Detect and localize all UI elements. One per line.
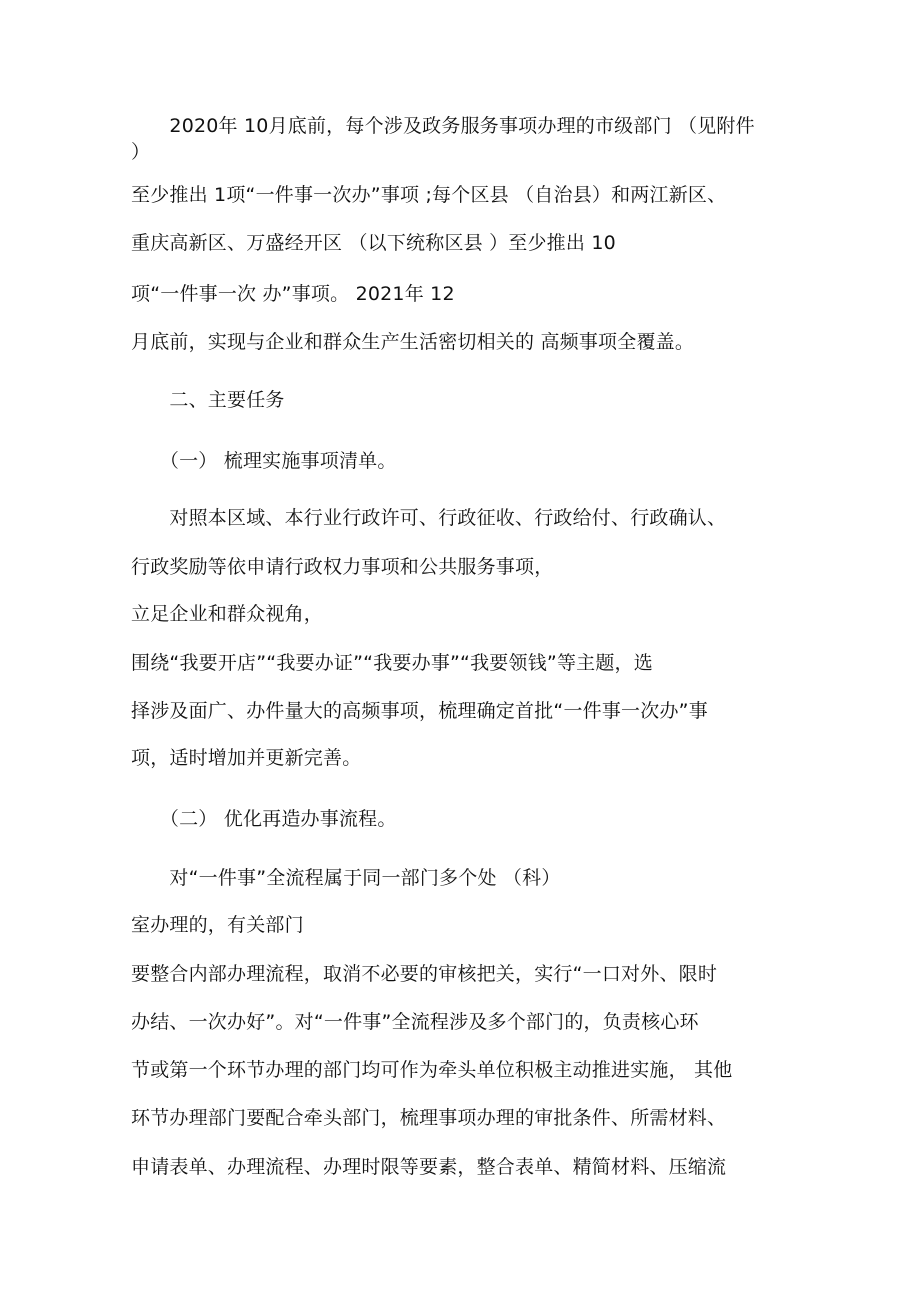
paragraph-line: ） [131,141,151,163]
paragraph-line: 围绕“我要开店”“我要办证”“我要办事”“我要领钱”等主题，选 [131,652,653,674]
subsection-heading: （一） 梳理实施事项清单。 [131,450,397,472]
paragraph-line: 环节办理部门要配合牵头部门，梳理事项办理的审批条件、所需材料、 [131,1107,727,1129]
paragraph-line: 2020年 10月底前，每个涉及政务服务事项办理的市级部门 （见附件 [131,115,755,137]
paragraph-line: 行政奖励等依申请行政权力事项和公共服务事项， [131,556,554,578]
subsection-heading: （二） 优化再造办事流程。 [131,808,397,830]
paragraph-line: 至少推出 1项“一件事一次办”事项 ;每个区县 （自治县）和两江新区、 [131,184,727,206]
paragraph-line: 择涉及面广、办件量大的高频事项，梳理确定首批“一件事一次办”事 [131,700,708,722]
paragraph-line: 立足企业和群众视角， [131,603,324,625]
paragraph-line: 室办理的，有关部门 [131,914,304,936]
paragraph-line: 月底前，实现与企业和群众生产生活密切相关的 高频事项全覆盖。 [131,331,695,353]
paragraph-line: 对“一件事”全流程属于同一部门多个处 （科） [131,867,561,889]
paragraph-line: 节或第一个环节办理的部门均可作为牵头单位积极主动推进实施， 其他 [131,1059,733,1081]
paragraph-line: 申请表单、办理流程、办理时限等要素，整合表单、精简材料、压缩流 [131,1156,727,1178]
paragraph-line: 要整合内部办理流程，取消不必要的审核把关，实行“一口对外、限时 [131,963,718,985]
paragraph-line: 项，适时增加并更新完善。 [131,747,362,769]
paragraph-line: 对照本区域、本行业行政许可、行政征收、行政给付、行政确认、 [131,507,727,529]
paragraph-line: 办结、一次办好”。对“一件事”全流程涉及多个部门的，负责核心环 [131,1011,699,1033]
paragraph-line: 重庆高新区、万盛经开区 （以下统称区县 ）至少推出 10 [131,232,616,254]
section-heading: 二、主要任务 [131,389,285,411]
paragraph-line: 项“一件事一次 办”事项。 2021年 12 [131,283,455,305]
